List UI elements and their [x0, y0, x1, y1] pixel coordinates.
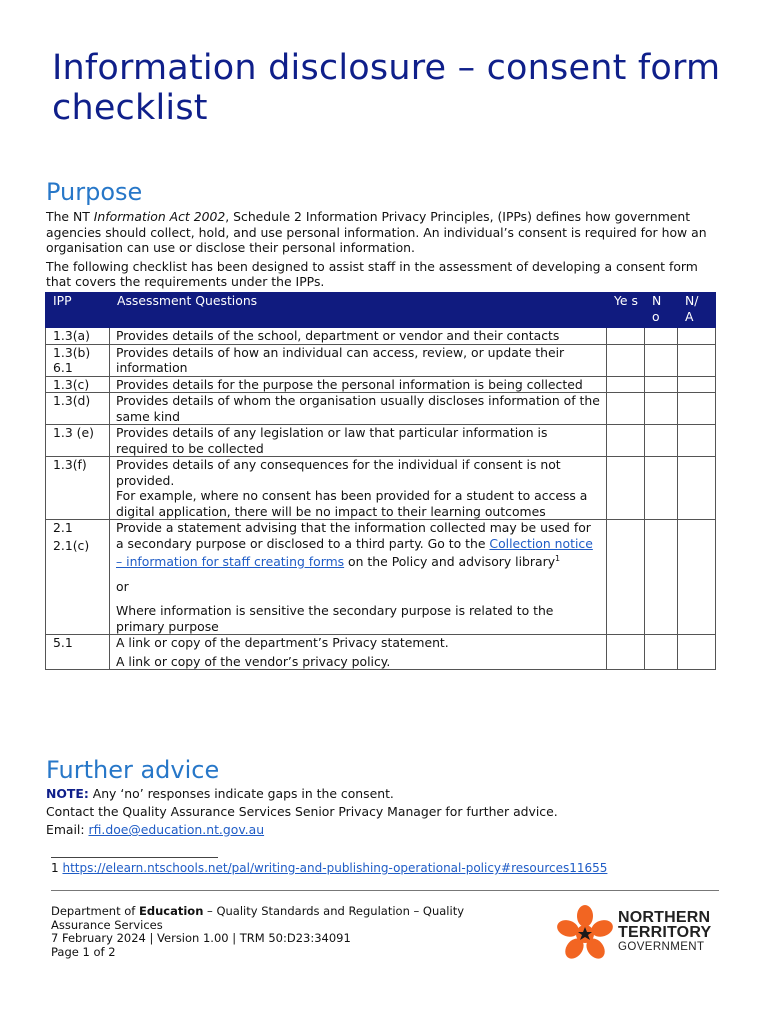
question-text: A link or copy of the vendor’s privacy policy. [116, 653, 391, 669]
ipp-code: 2.1 [53, 520, 73, 535]
ipp-cell: 1.3 (e) [46, 425, 110, 457]
ipp-cell: 5.1 [46, 635, 110, 670]
yes-cell[interactable] [607, 376, 645, 393]
no-cell[interactable] [645, 393, 678, 425]
table-row [46, 328, 716, 345]
further-advice-heading: Further advice [46, 756, 220, 784]
na-cell[interactable] [678, 344, 716, 376]
question-text: Provides details of any consequences for the individual if consent is not provided. [116, 457, 561, 488]
collection-notice-link[interactable]: Collection notice – information for staff creating forms [116, 535, 593, 570]
question-cell: Provides details of how an individual can access, review, or update their information [110, 344, 607, 376]
email-link[interactable]: rfi.doe@education.nt.gov.au [88, 822, 265, 837]
footer-version: 7 February 2024 | Version 1.00 | TRM 50:D23:34091 [51, 931, 351, 945]
question-cell [110, 635, 607, 670]
purpose-text: , Schedule 2 Information Privacy Principles, (IPPs) defines how government agencies should collect, hold, and use personal information. An individual’s consent is required for how an organisation can use or disclose their personal information. [46, 209, 707, 255]
yes-cell[interactable] [607, 457, 645, 520]
ipp-cell: 1.3(a) [46, 328, 110, 345]
header-yes: Ye s [607, 293, 645, 328]
email-label: Email: [46, 822, 89, 837]
no-cell[interactable] [645, 457, 678, 520]
question-cell: Provides details of whom the organisation usually discloses information of the same kind [110, 393, 607, 425]
ipp-code: 2.1(c) [53, 537, 90, 553]
footer-text-bold: Education [139, 904, 204, 918]
footer-department [51, 905, 511, 932]
na-cell[interactable] [678, 393, 716, 425]
no-cell[interactable] [645, 344, 678, 376]
footer-text: – Quality Standards and Regulation – Quality Assurance Services [51, 904, 465, 932]
flower-emblem-icon [556, 904, 616, 964]
ipp-cell [46, 520, 110, 635]
na-cell[interactable] [678, 457, 716, 520]
logo-line: TERRITORY [618, 924, 712, 941]
page-footer [51, 905, 511, 959]
footer-divider [51, 890, 719, 891]
ipp-cell: 1.3(b) 6.1 [46, 344, 110, 376]
purpose-body [46, 209, 726, 290]
yes-cell[interactable] [607, 393, 645, 425]
logo-line: GOVERNMENT [618, 941, 705, 953]
checklist-table [45, 292, 716, 670]
yes-cell[interactable] [607, 328, 645, 345]
table-row [46, 457, 716, 520]
no-cell[interactable] [645, 328, 678, 345]
question-cell [110, 520, 607, 635]
header-questions: Assessment Questions [110, 293, 607, 328]
footnote-divider [51, 857, 218, 858]
yes-cell[interactable] [607, 520, 645, 635]
na-cell[interactable] [678, 425, 716, 457]
na-cell[interactable] [678, 328, 716, 345]
purpose-heading: Purpose [46, 178, 143, 206]
nt-government-logo [556, 904, 724, 964]
ipp-cell: 1.3(c) [46, 376, 110, 393]
ipp-cell: 1.3(d) [46, 393, 110, 425]
table-row [46, 520, 716, 635]
question-cell: Provides details of the school, department or vendor and their contacts [110, 328, 607, 345]
footnote-ref: 1 [555, 554, 561, 563]
header-ipp: IPP [46, 293, 110, 328]
logo-wordmark [618, 910, 711, 954]
email-line [46, 822, 726, 838]
question-cell: Provides details for the purpose the personal information is being collected [110, 376, 607, 393]
no-cell[interactable] [645, 376, 678, 393]
no-cell[interactable] [645, 520, 678, 635]
act-name: Information Act 2002 [93, 209, 226, 224]
purpose-paragraph-1 [46, 209, 726, 256]
footer-page-number: Page 1 of 2 [51, 944, 116, 959]
contact-line: Contact the Quality Assurance Services Senior Privacy Manager for further advice. [46, 804, 558, 819]
table-header-row [46, 293, 716, 328]
ipp-cell: 1.3(f) [46, 457, 110, 520]
note-line [46, 786, 726, 802]
header-na: N/ A [678, 293, 716, 328]
question-text-part: on the Policy and advisory library [344, 554, 556, 570]
no-cell[interactable] [645, 635, 678, 670]
purpose-paragraph-2: The following checklist has been designed to assist staff in the assessment of developing a consent form that covers the requirements under the IPPs. [46, 258, 698, 289]
question-example: For example, where no consent has been provided for a student to access a digital application, there will be no impact to their learning outcomes [116, 488, 588, 519]
purpose-text: The NT [46, 209, 94, 224]
question-cell: Provides details of any legislation or law that particular information is required to be collected [110, 425, 607, 457]
yes-cell[interactable] [607, 425, 645, 457]
footnote-number: 1 [51, 861, 59, 875]
question-text [116, 520, 600, 570]
yes-cell[interactable] [607, 344, 645, 376]
table-row [46, 376, 716, 393]
header-no: N o [645, 293, 678, 328]
na-cell[interactable] [678, 635, 716, 670]
question-or: or [116, 578, 129, 594]
footer-text: Department of [51, 904, 139, 918]
further-advice-body [46, 786, 726, 838]
footnote-link[interactable]: https://elearn.ntschools.net/pal/writing-and-publishing-operational-policy#resources11655 [62, 861, 608, 875]
page-title: Information disclosure – consent form checklist [52, 48, 721, 128]
table-row [46, 393, 716, 425]
na-cell[interactable] [678, 520, 716, 635]
note-text: Any ‘no’ responses indicate gaps in the consent. [88, 786, 394, 801]
question-text: A link or copy of the department’s Privacy statement. [116, 635, 449, 651]
na-cell[interactable] [678, 376, 716, 393]
question-text: Where information is sensitive the secondary purpose is related to the primary purpose [116, 603, 554, 634]
question-cell [110, 457, 607, 520]
yes-cell[interactable] [607, 635, 645, 670]
table-row [46, 344, 716, 376]
question-text-part: Provide a statement advising that the information collected may be used for a secondary purpose or disclosed to a third party. Go to the [116, 520, 591, 551]
logo-line: NORTHERN [618, 909, 711, 926]
table-row [46, 635, 716, 670]
table-row [46, 425, 716, 457]
note-label: NOTE: [46, 786, 89, 801]
no-cell[interactable] [645, 425, 678, 457]
footnote [51, 861, 607, 876]
